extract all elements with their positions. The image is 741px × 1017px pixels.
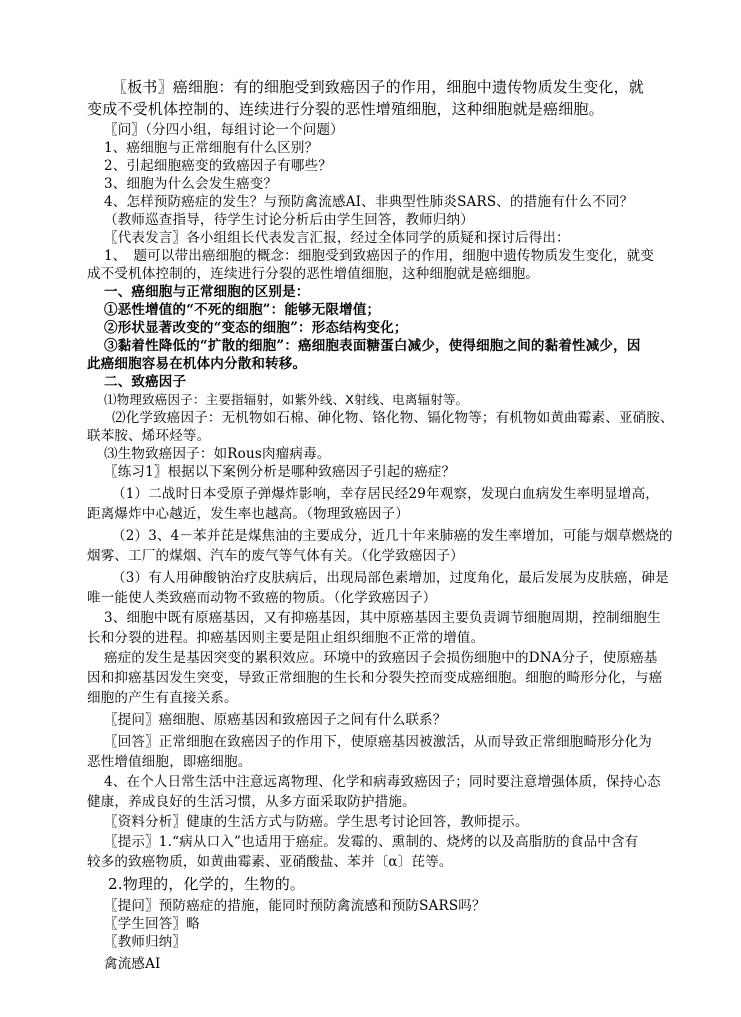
data-analysis: 〖资料分析〗健康的生活方式与防癌。学生思考讨论回答，教师提示。 [104,814,529,830]
ask-relation: 〖提问〗癌细胞、原癌基因和致癌因子之间有什么联系？ [104,712,447,728]
teacher-note: （教师巡查指导，待学生讨论分析后由学生回答，教师归纳） [104,212,474,228]
reply-line-2: 恶性增值细胞，即癌细胞。 [87,754,252,770]
answer-4-line-2: 健康，养成良好的生活习惯，从多方面采取防护措施。 [87,794,416,810]
mutation-line-3: 细胞的产生有直接关系。 [87,690,238,706]
answer-3-line-2: 长和分裂的进程。抑癌基因则主要是阻止组织细胞不正常的增值。 [87,630,485,646]
case-1-line-1: （1）二战时日本受原子弹爆炸影响，幸存居民经29年观察，发现白血病发生率明显增高， [112,486,659,502]
case-2-line-1: （2）3、4－苯并芘是煤焦油的主要成分，近几十年来肺癌的发生率增加，可能与烟草燃烧的 [112,528,673,544]
question-intro: 〖问〗（分四小组，每组讨论一个问题） [104,122,344,138]
mutation-line-2: 因和抑癌基因发生突变，导致正常细胞的生长和分裂失控而变成癌细胞。细胞的畸形分化，与癌 [87,670,663,686]
hint-line-1: 〖提示〗1.“病从口入”也适用于癌症。发霉的、熏制的、烧烤的以及高脂肪的食品中含有 [104,834,639,850]
answer-1-line-2: 成不受机体控制的，连续进行分裂的恶性增值细胞，这种细胞就是癌细胞。 [87,266,540,282]
answer-4-line-1: 4、在个人日常生活中注意远离物理、化学和病毒致癌因子；同时要注意增强体质，保持心态 [104,774,661,790]
chemical-factor-line-1: ⑵化学致癌因子：无机物如石棉、砷化物、铬化物、镉化物等；有机物如黄曲霉素、亚硝胺、 [112,410,674,426]
physical-factor: ⑴物理致癌因子：主要指辐射，如紫外线、X射线、电离辐射等。 [104,392,469,407]
section-1-heading: 一、癌细胞与正常细胞的区别是： [104,284,310,300]
biological-factor: ⑶生物致癌因子：如Rous肉瘤病毒。 [104,446,331,462]
difference-3-line-2: 此癌细胞容易在机体内分散和转移。 [87,356,307,372]
answer-1-line-1: 1、 题可以带出癌细胞的概念：细胞受到致癌因子的作用，细胞中遗传物质发生变化，就变 [104,248,655,264]
difference-3-line-1: ③黏着性降低的“扩散的细胞”：癌细胞表面糖蛋白减少，使得细胞之间的黏着性减少，因 [104,338,641,354]
exercise-1-heading: 〖练习1〗根据以下案例分析是哪种致癌因子引起的癌症？ [104,464,456,480]
student-answer: 〖学生回答〗略 [104,916,200,932]
reply-line-1: 〖回答〗正常细胞在致癌因子的作用下，使原癌基因被激活，从而导致正常细胞畸形分化为 [104,734,652,750]
representative-speech: 〖代表发言〗各小组组长代表发言汇报，经过全体同学的质疑和探讨后得出： [104,230,570,246]
case-2-line-2: 烟雾、工厂的煤烟、汽车的废气等气体有关。（化学致癌因子） [87,548,464,564]
hint-2: 2.物理的，化学的，生物的。 [108,875,306,893]
board-heading-line-2: 变成不受机体控制的、连续进行分裂的恶性增殖细胞，这种细胞就是癌细胞。 [87,100,604,118]
chemical-factor-line-2: 联苯胺、烯环烃等。 [87,428,211,444]
case-3-line-2: 唯一能使人类致癌而动物不致癌的物质。（化学致癌因子） [87,590,437,606]
case-1-line-2: 距离爆炸中心越近，发生率也越高。（物理致癌因子） [87,506,410,522]
ask-prevention: 〖提问〗预防癌症的措施，能同时预防禽流感和预防SARS吗？ [104,898,486,914]
difference-1: ①恶性增值的“不死的细胞”：能够无限增值； [104,302,381,318]
section-2-heading: 二、致癌因子 [104,374,187,390]
bird-flu-label: 禽流感AI [104,956,161,972]
board-heading-line-1: 〖板书〗癌细胞：有的细胞受到致癌因子的作用，细胞中遗传物质发生变化，就 [112,78,645,96]
answer-3-line-1: 3、细胞中既有原癌基因，又有抑癌基因，其中原癌基因主要负责调节细胞周期，控制细胞生 [104,610,661,626]
case-3-line-1: （3）有人用砷酸钠治疗皮肤病后，出现局部色素增加，过度角化，最后发展为皮肤癌，砷是 [112,570,669,586]
question-3: 3、细胞为什么会发生癌变？ [104,176,278,192]
question-1: 1、癌细胞与正常细胞有什么区别？ [104,140,319,156]
teacher-summary: 〖教师归纳〗 [104,934,187,950]
question-4: 4、怎样预防癌症的发生？与预防禽流感AI、非典型性肺炎SARS、的措施有什么不同？ [104,194,634,210]
difference-2: ②形状显著改变的“变态的细胞”：形态结构变化； [104,320,408,336]
mutation-line-1: 癌症的发生是基因突变的累积效应。环境中的致癌因子会损伤细胞中的DNA分子，使原癌基 [104,650,658,666]
question-2: 2、引起细胞癌变的致癌因子有哪些？ [104,158,332,174]
hint-line-2: 较多的致癌物质，如黄曲霉素、亚硝酸盐、苯并〔α〕芘等。 [87,854,453,870]
